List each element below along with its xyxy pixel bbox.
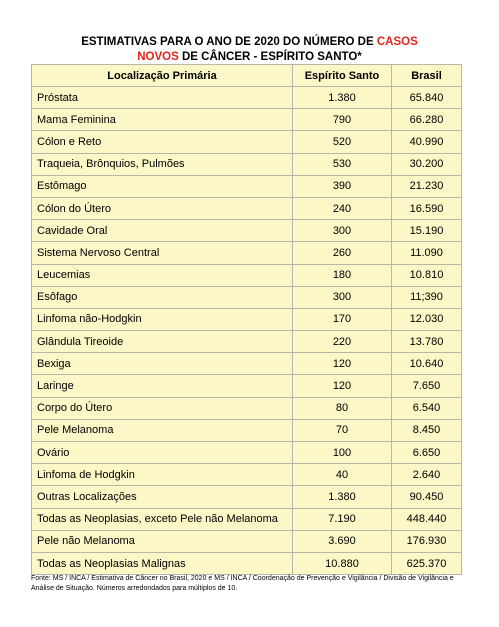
- cell-espirito-santo: 180: [293, 264, 392, 286]
- cell-location: Laringe: [32, 375, 293, 397]
- table-row: [32, 552, 462, 574]
- table-row: [32, 109, 462, 131]
- source-footnote: Fonte: MS / INCA / Estimativa de Câncer no Brasil, 2020 e MS / INCA / Coordenação de Prevenção e Vigilância / Divisão de Vigilância e Análise de Situação. Números arredondados para múltiplos de 10.: [31, 575, 454, 592]
- cell-location: Cólon e Reto: [32, 131, 293, 153]
- cell-espirito-santo: 300: [293, 286, 392, 308]
- column-header-espirito-santo: Espírito Santo: [293, 65, 392, 87]
- cell-espirito-santo: 300: [293, 220, 392, 242]
- cell-location: Outras Localizações: [32, 486, 293, 508]
- page-title: [0, 35, 499, 65]
- cell-espirito-santo: 220: [293, 331, 392, 353]
- estimates-table: [31, 64, 462, 575]
- title-line-2: [0, 50, 499, 65]
- cell-brasil: 90.450: [392, 486, 462, 508]
- cell-espirito-santo: 520: [293, 131, 392, 153]
- cell-brasil: 625.370: [392, 552, 462, 574]
- table-row: [32, 131, 462, 153]
- cell-espirito-santo: 3.690: [293, 530, 392, 552]
- cell-brasil: 21.230: [392, 175, 462, 197]
- cell-location: Esôfago: [32, 286, 293, 308]
- table-row: [32, 442, 462, 464]
- table-row: [32, 197, 462, 219]
- cell-espirito-santo: 40: [293, 464, 392, 486]
- table-row: [32, 375, 462, 397]
- table-row: [32, 286, 462, 308]
- cell-location: Bexiga: [32, 353, 293, 375]
- cell-location: Todas as Neoplasias Malignas: [32, 552, 293, 574]
- cell-espirito-santo: 790: [293, 109, 392, 131]
- table-row: [32, 308, 462, 330]
- cell-espirito-santo: 100: [293, 442, 392, 464]
- cell-brasil: 30.200: [392, 153, 462, 175]
- cell-location: Leucemias: [32, 264, 293, 286]
- table-row: [32, 464, 462, 486]
- cell-brasil: 16.590: [392, 197, 462, 219]
- title-line-1-highlight: CASOS: [376, 36, 418, 48]
- cell-location: Estômago: [32, 175, 293, 197]
- cell-espirito-santo: 240: [293, 197, 392, 219]
- column-header-brasil: Brasil: [392, 65, 462, 87]
- cell-espirito-santo: 390: [293, 175, 392, 197]
- cell-espirito-santo: 1.380: [293, 87, 392, 109]
- cell-brasil: 8.450: [392, 419, 462, 441]
- cell-espirito-santo: 7.190: [293, 508, 392, 530]
- cell-location: Cavidade Oral: [32, 220, 293, 242]
- table-row: [32, 87, 462, 109]
- table-row: [32, 530, 462, 552]
- cell-location: Linfoma não-Hodgkin: [32, 308, 293, 330]
- cell-espirito-santo: 10.880: [293, 552, 392, 574]
- table-row: [32, 220, 462, 242]
- cell-location: Traqueia, Brônquios, Pulmões: [32, 153, 293, 175]
- cell-brasil: 65.840: [392, 87, 462, 109]
- cell-espirito-santo: 530: [293, 153, 392, 175]
- cell-location: Próstata: [32, 87, 293, 109]
- estimates-table-container: [31, 64, 461, 575]
- cell-brasil: 10.640: [392, 353, 462, 375]
- cell-brasil: 2.640: [392, 464, 462, 486]
- cell-brasil: 6.650: [392, 442, 462, 464]
- table-row: [32, 153, 462, 175]
- cell-brasil: 15.190: [392, 220, 462, 242]
- cell-location: Cólon do Útero: [32, 197, 293, 219]
- cell-espirito-santo: 1.380: [293, 486, 392, 508]
- title-line-2-rest: DE CÂNCER - ESPÍRITO SANTO*: [178, 51, 362, 63]
- cell-location: Pele Melanoma: [32, 419, 293, 441]
- cell-brasil: 12.030: [392, 308, 462, 330]
- cell-location: Mama Feminina: [32, 109, 293, 131]
- cell-espirito-santo: 80: [293, 397, 392, 419]
- cell-espirito-santo: 120: [293, 375, 392, 397]
- cell-brasil: 448.440: [392, 508, 462, 530]
- cell-location: Sistema Nervoso Central: [32, 242, 293, 264]
- cell-brasil: 176.930: [392, 530, 462, 552]
- table-row: [32, 397, 462, 419]
- table-row: [32, 419, 462, 441]
- table-body: [32, 87, 462, 575]
- table-row: [32, 353, 462, 375]
- title-line-1-prefix: ESTIMATIVAS PARA O ANO DE 2020 DO NÚMERO DE: [81, 36, 377, 48]
- cell-location: Ovário: [32, 442, 293, 464]
- cell-brasil: 7.650: [392, 375, 462, 397]
- table-row: [32, 264, 462, 286]
- cell-brasil: 66.280: [392, 109, 462, 131]
- cell-brasil: 11.090: [392, 242, 462, 264]
- cell-espirito-santo: 120: [293, 353, 392, 375]
- table-row: [32, 508, 462, 530]
- cell-espirito-santo: 70: [293, 419, 392, 441]
- title-line-2-highlight: NOVOS: [137, 51, 179, 63]
- cell-espirito-santo: 170: [293, 308, 392, 330]
- table-header-row: [32, 65, 462, 87]
- table-row: [32, 331, 462, 353]
- title-line-1: [0, 35, 499, 50]
- table-row: [32, 175, 462, 197]
- table-row: [32, 486, 462, 508]
- table-row: [32, 242, 462, 264]
- cell-location: Pele não Melanoma: [32, 530, 293, 552]
- cell-espirito-santo: 260: [293, 242, 392, 264]
- cell-brasil: 6.540: [392, 397, 462, 419]
- cell-brasil: 13.780: [392, 331, 462, 353]
- cell-location: Glândula Tireoide: [32, 331, 293, 353]
- column-header-location: Localização Primária: [32, 65, 293, 87]
- cell-brasil: 40.990: [392, 131, 462, 153]
- cell-brasil: 10.810: [392, 264, 462, 286]
- cell-location: Linfoma de Hodgkin: [32, 464, 293, 486]
- cell-location: Todas as Neoplasias, exceto Pele não Melanoma: [32, 508, 293, 530]
- cell-brasil: 11;390: [392, 286, 462, 308]
- cell-location: Corpo do Útero: [32, 397, 293, 419]
